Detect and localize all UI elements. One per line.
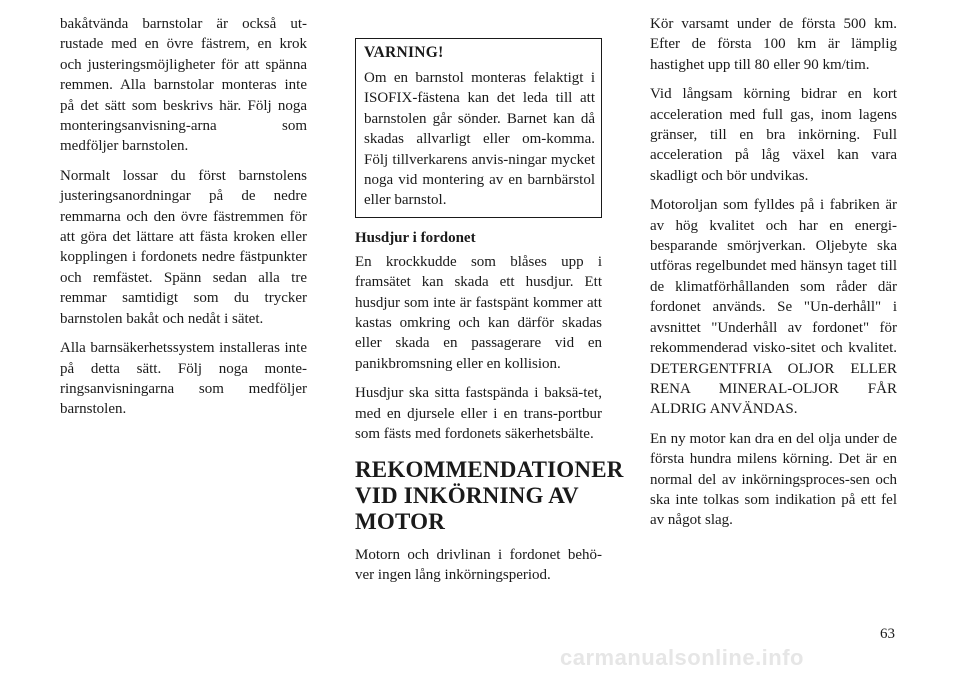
warning-text: Om en barnstol monteras felaktigt i ISOFIX-fästena kan det leda till att barnstolen går sönder. Barnet kan då skadas allvarligt eller om-komma. Följ tillverkarens anvis-ningar mycket noga vid montering av en barnbärstol eller barnstol. xyxy=(364,70,595,209)
body-paragraph: Alla barnsäkerhetssystem installeras inte på detta sätt. Följ noga monte-ringsanvisningarna som medföljer barnstolen. xyxy=(60,340,307,418)
body-paragraph: Vid långsam körning bidrar en kort acceleration med full gas, inom lagens gränser, till en bra inkörning. Full acceleration på låg växel kan vara skadligt och bör undvikas. xyxy=(650,86,897,184)
left-column xyxy=(60,14,307,429)
body-paragraph: Normalt lossar du först barnstolens justeringsanordningar på de nedre remmarna och den övre fästremmen för att göra det lättare att fästa kroken eller kopplingen i fordonets nedre fästpunkter och remfästet. Spänn sedan alla tre remmar samtidigt som du trycker barnstolen bakåt och nedåt i sätet. xyxy=(60,167,307,327)
body-paragraph: bakåtvända barnstolar är också ut-rustade med en övre fästrem, en krok och justeringsmöjligheter för att spänna remmen. Alla barnstolar monteras inte på det sätt som beskrivs här. Följ noga monteringsanvisning-arna som medföljer barnstolen. xyxy=(60,16,307,155)
body-paragraph: En krockkudde som blåses upp i framsätet kan skada ett husdjur. Ett husdjur som inte är fastspänt kommer att kastas omkring och kan därför skadas eller skada en passagerare vid en panikbromsning eller en kollision. xyxy=(355,253,602,372)
pets-heading: Husdjur i fordonet xyxy=(355,229,476,246)
section-heading: REKOMMENDATIONER VID INKÖRNING AV MOTOR xyxy=(355,456,624,534)
middle-column xyxy=(355,14,624,594)
body-paragraph: Kör varsamt under de första 500 km. Efter de första 100 km är lämplig hastighet upp till 80 eller 90 km/tim. xyxy=(650,16,897,73)
body-paragraph: Husdjur ska sitta fastspända i baksä-tet, med en djursele eller i en trans-portbur som fästs med fordonets säkerhetsbälte. xyxy=(355,385,602,443)
body-paragraph: Motoroljan som fylldes på i fabriken är av hög kvalitet och har en energi-besparande smörjverkan. Oljebyte ska utföras regelbundet med hänsyn taget till de klimatförhållanden som råder där fordonet används. Se "Un-derhåll" i avsnittet "Underhåll av fordonet" för rekommenderad visko-sitet och kvalitet. DETERGENTFRIA OLJOR ELLER RENA MINERAL-OLJOR FÅR ALDRIG ANVÄNDAS. xyxy=(650,197,897,418)
body-paragraph: En ny motor kan dra en del olja under de första hundra milens körning. Det är en normal del av inkörningsproces-sen och ska inte tolkas som indikation på ett fel av något slag. xyxy=(650,430,897,529)
body-paragraph: Motorn och drivlinan i fordonet behö-ver ingen lång inkörningsperiod. xyxy=(355,546,602,583)
warning-box xyxy=(355,38,602,218)
page-number: 63 xyxy=(880,626,895,642)
warning-title: VARNING! xyxy=(364,44,444,61)
right-column xyxy=(650,14,897,540)
watermark: carmanualsonline.info xyxy=(560,645,804,670)
